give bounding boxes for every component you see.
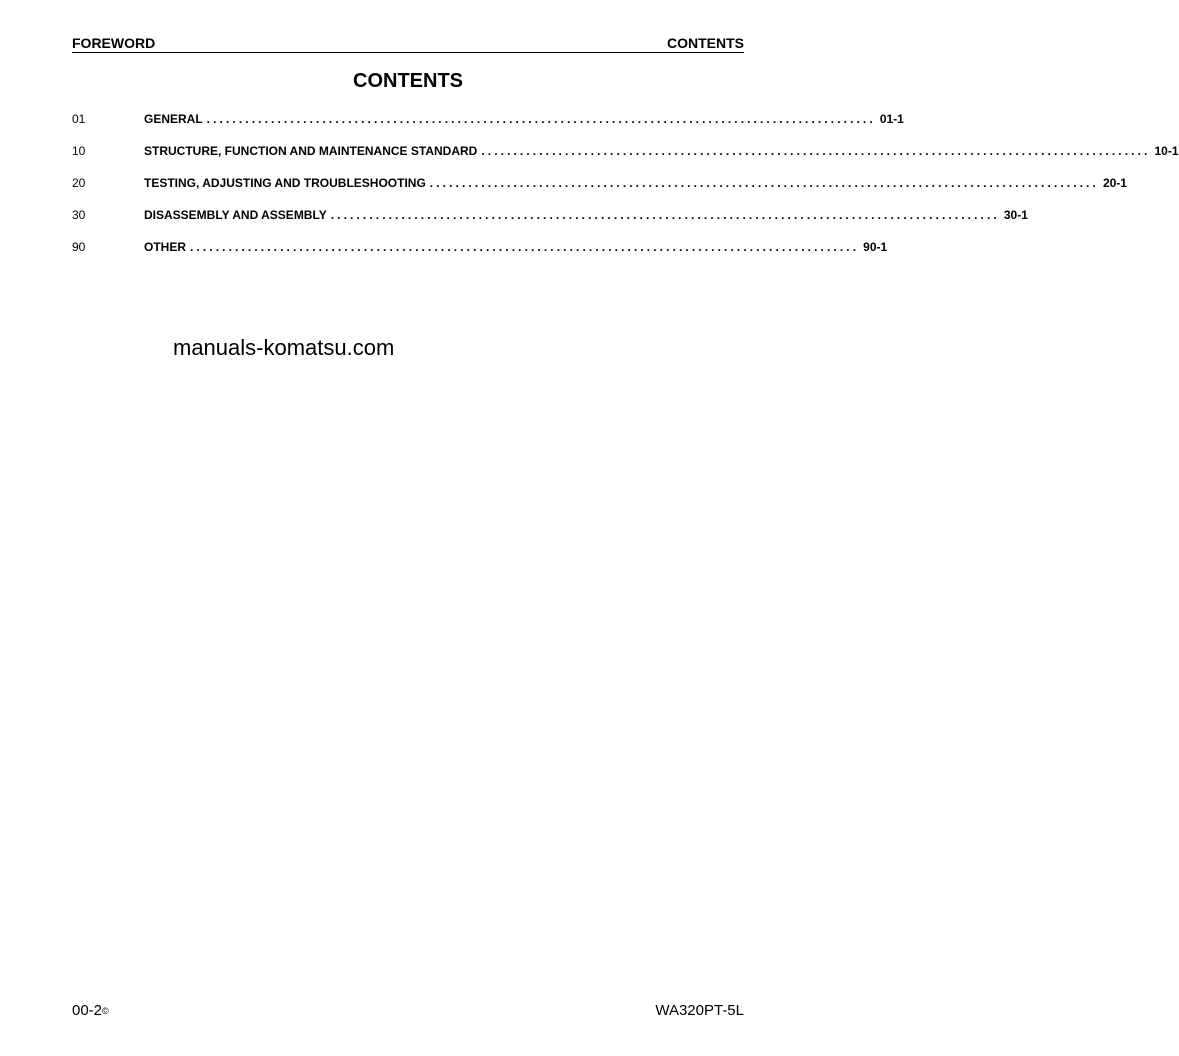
toc-section-number: 90 [72, 240, 86, 254]
toc-section-title[interactable]: TESTING, ADJUSTING AND TROUBLESHOOTING [144, 176, 426, 190]
toc-section-number: 30 [72, 208, 86, 222]
toc-leader-dots: ........................................................................................................ [481, 144, 1151, 158]
toc-section-number: 01 [72, 112, 86, 126]
toc-page-number[interactable]: 01-1 [879, 112, 904, 126]
toc-page-number[interactable]: 10-1 [1154, 144, 1179, 158]
footer-page-number [72, 1002, 109, 1020]
toc-row-90[interactable] [72, 239, 888, 271]
footer-model-name: WA320PT-5L [655, 1002, 744, 1019]
toc-section-title[interactable]: STRUCTURE, FUNCTION AND MAINTENANCE STANDARD [144, 144, 478, 158]
toc-section-number: 10 [72, 144, 86, 158]
running-header [72, 35, 744, 53]
toc-section-number: 20 [72, 176, 86, 190]
toc-page-number[interactable]: 90-1 [863, 240, 888, 254]
toc-page-number[interactable]: 30-1 [1003, 208, 1028, 222]
copyright-mark-icon: © [102, 1006, 109, 1016]
table-of-contents [72, 111, 1179, 271]
toc-leader-dots: ........................................................................................................ [206, 112, 876, 126]
toc-section-title[interactable]: OTHER [144, 240, 186, 254]
toc-section-title[interactable]: GENERAL [144, 112, 203, 126]
toc-section-title[interactable]: DISASSEMBLY AND ASSEMBLY [144, 208, 327, 222]
footer-page-label: 00-2 [72, 1002, 103, 1019]
watermark-text: manuals-komatsu.com [173, 335, 395, 360]
header-page-label: CONTENTS [667, 35, 744, 51]
toc-leader-dots: ........................................................................................................ [190, 240, 860, 254]
toc-page-number[interactable]: 20-1 [1102, 176, 1127, 190]
page-title: CONTENTS [353, 70, 463, 92]
toc-leader-dots: ........................................................................................................ [429, 176, 1099, 190]
header-section-label: FOREWORD [72, 35, 156, 51]
toc-row-30[interactable] [72, 207, 1028, 239]
toc-row-01[interactable] [72, 111, 904, 143]
toc-leader-dots: ........................................................................................................ [330, 208, 1000, 222]
toc-row-20[interactable] [72, 175, 1127, 207]
toc-row-10[interactable] [72, 143, 1179, 175]
